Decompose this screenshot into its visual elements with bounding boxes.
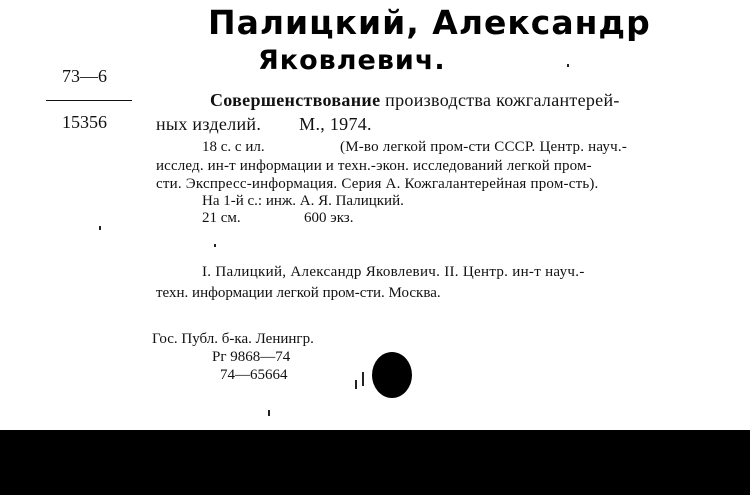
scan-speck <box>362 372 364 386</box>
ink-blot <box>372 352 412 398</box>
handwritten-patronymic: Яковлевич. <box>258 45 446 76</box>
series-line-2: исслед. ин-т информации и техн.-экон. исследований легкой пром- <box>156 158 592 174</box>
copies: 600 экз. <box>304 210 354 226</box>
title-emphasis: Совершенствование <box>210 90 381 110</box>
note: На 1-й с.: инж. А. Я. Палицкий. <box>202 193 404 209</box>
library-name: Гос. Публ. б-ка. Ленингр. <box>152 331 314 347</box>
title-line-2-start: ных изделий. <box>156 114 262 134</box>
series-line-3: сти. Экспресс-информация. Серия А. Кожгалантерейная пром-сть). <box>156 176 599 192</box>
record-number: Рг 9868—74 <box>212 349 291 365</box>
scan-speck <box>99 226 101 230</box>
shelfmark-top: 73—6 <box>62 66 107 86</box>
scan-speck <box>268 410 270 416</box>
card-number: 74—65664 <box>220 367 288 383</box>
title-line-1 <box>210 90 620 111</box>
title-line-2 <box>156 114 372 135</box>
title-rest: производства кожгалантерей- <box>380 90 620 110</box>
place-year: М., 1974. <box>299 114 372 134</box>
size: 21 см. <box>202 210 241 226</box>
scan-speck <box>214 244 216 247</box>
series-line-1: (М-во легкой пром-сти СССР. Центр. науч.- <box>340 139 628 155</box>
tracings-line-1: I. Палицкий, Александр Яковлевич. II. Центр. ин-т науч.- <box>202 264 585 280</box>
scan-speck <box>355 380 357 389</box>
shelfmark-divider <box>46 100 132 101</box>
scan-speck <box>567 64 569 67</box>
collation: 18 с. с ил. <box>202 139 265 155</box>
scan-bottom-edge <box>0 430 750 495</box>
tracings-line-2: техн. информации легкой пром-сти. Москва. <box>156 285 441 301</box>
shelfmark-bottom: 15356 <box>62 112 107 132</box>
handwritten-author-name: Палицкий, Александр <box>208 3 651 42</box>
